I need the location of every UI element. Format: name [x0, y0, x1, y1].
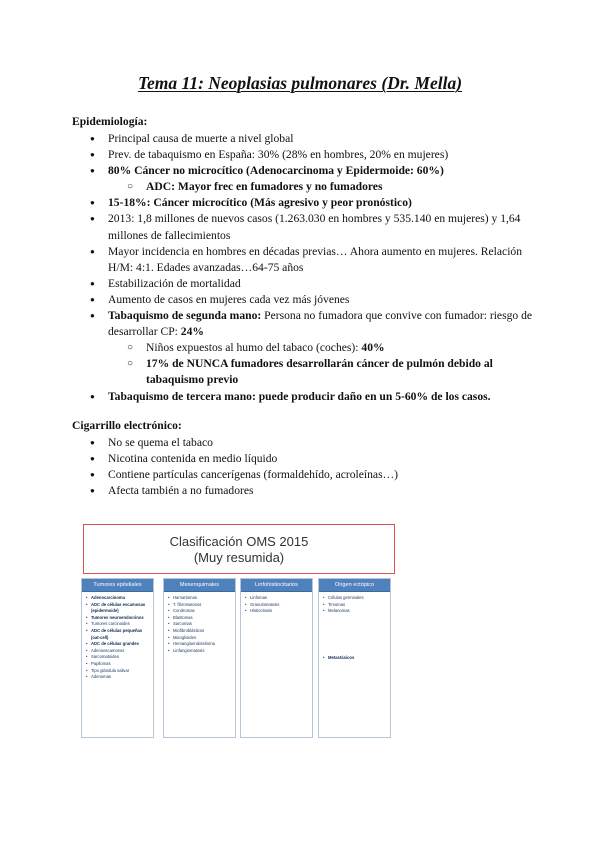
list-item — [72, 292, 542, 308]
epidemiologia-heading: Epidemiología: — [72, 115, 148, 128]
column-item: • ADC de células grandes — [86, 641, 151, 648]
list-item-text: 2013: 1,8 millones de nuevos casos (1.263.030 en hombres y 535.140 en mujeres) y 1,64 millones de fallecimientos — [108, 212, 521, 242]
cigarrillo-list — [72, 435, 542, 499]
column-items — [241, 592, 312, 615]
classification-column — [240, 578, 313, 738]
column-item: • Papilomas — [86, 661, 151, 668]
sub-item-text: Niños expuestos al humo del tabaco (coches): — [146, 341, 362, 355]
classification-column — [318, 578, 391, 738]
list-item-text: Contiene partículas cancerígenas (formaldehído, acroleínas…) — [108, 468, 399, 482]
column-item: • ADC de células escamosas (epidermoide) — [86, 602, 151, 615]
column-item: • Hemangioendotelioma — [168, 641, 233, 648]
column-item: • Adenocarcinoma — [86, 595, 151, 602]
list-item-text: Tabaquismo de tercera mano: puede producir daño en un 5-60% de los casos. — [108, 389, 491, 403]
column-items — [319, 592, 390, 661]
sub-item-text: ADC: Mayor frec en fumadores y no fumadores — [146, 180, 383, 194]
list-item-text: Persona no fumadora que convive con fumador: riesgo de desarrollar CP: — [108, 309, 533, 339]
list-item — [72, 163, 542, 195]
column-item: • Mixoglioides — [168, 635, 233, 642]
list-item-text: No se quema el tabaco — [108, 436, 213, 449]
list-item-label: Tabaquismo de segunda mano: — [108, 309, 262, 323]
column-item: • Melanomas — [323, 608, 388, 615]
column-item: • Linfomas — [245, 595, 310, 602]
sub-list — [108, 340, 542, 388]
list-item-text: Estabilización de mortalidad — [108, 276, 241, 290]
classification-column — [163, 578, 236, 738]
list-item-text: Mayor incidencia en hombres en décadas previas… Ahora aumento en mujeres. Relación H/M: 4:1. Edades avanzadas…64-75 años — [108, 244, 523, 274]
list-item — [72, 483, 542, 499]
column-item: • Adenomas — [86, 674, 151, 681]
list-item — [72, 211, 542, 243]
page-title: Tema 11: Neoplasias pulmonares (Dr. Mella) — [137, 73, 463, 93]
slide-title-box — [83, 524, 395, 574]
list-item — [72, 435, 542, 451]
who-classification-slide — [71, 515, 407, 739]
sub-item-value: 40% — [361, 341, 385, 355]
sub-list — [108, 179, 542, 195]
column-item: • Miofibroblásticos — [168, 628, 233, 635]
list-item-text: Nicotina contenida en medio líquido — [108, 452, 278, 466]
list-item-text: Afecta también a no fumadores — [108, 484, 254, 498]
list-item-text: 80% Cáncer no microcítico (Adenocarcinoma y Epidermoide: 60%) — [108, 164, 444, 178]
epidemiologia-list — [72, 131, 542, 405]
list-item — [72, 389, 542, 405]
sub-list-item — [108, 356, 542, 388]
column-item: • ADC de células pequeñas (oat-cell) — [86, 628, 151, 641]
list-item — [72, 467, 542, 483]
column-item: • Linfangiomatosis — [168, 648, 233, 655]
column-item: • Histiocitosis — [245, 608, 310, 615]
column-item: • Metastásicos — [323, 655, 388, 662]
list-item — [72, 451, 542, 467]
list-item — [72, 276, 542, 292]
column-item: • Blastomas — [168, 615, 233, 622]
column-item: • Células germinales — [323, 595, 388, 602]
column-header: Tumores epiteliales — [82, 579, 153, 592]
list-item — [72, 308, 542, 388]
column-item: • Timomas — [323, 602, 388, 609]
column-item: • Granulomatosis — [245, 602, 310, 609]
column-item: • Hamartomas — [168, 595, 233, 602]
column-item: • Adenoescamosos — [86, 648, 151, 655]
sub-list-item — [108, 340, 542, 356]
column-items — [82, 592, 153, 681]
column-item: • Tumores neuroendocrinos — [86, 615, 151, 622]
column-item: • Tipo glándula salivar — [86, 668, 151, 675]
column-item: • Condromas — [168, 608, 233, 615]
column-items — [164, 592, 235, 654]
column-item: • T. fibromatosos — [168, 602, 233, 609]
list-item-text: 15-18%: Cáncer microcítico (Más agresivo y peor pronóstico) — [108, 196, 412, 210]
column-header: Linfohistiocitarios — [241, 579, 312, 592]
column-header: Origen ectópico — [319, 579, 390, 592]
list-item-text: Aumento de casos en mujeres cada vez más jóvenes — [108, 292, 350, 306]
list-item — [72, 195, 542, 211]
list-item-text: Prev. de tabaquismo en España: 30% (28% en hombres, 20% en mujeres) — [108, 148, 449, 162]
classification-column — [81, 578, 154, 738]
slide-subtitle: (Muy resumida) — [193, 550, 285, 565]
list-item — [72, 131, 542, 147]
cigarrillo-heading: Cigarrillo electrónico: — [72, 419, 182, 432]
column-item: • Sarcomas — [168, 621, 233, 628]
list-item — [72, 147, 542, 163]
slide-title: Clasificación OMS 2015 — [169, 534, 309, 549]
sub-item-text: 17% de NUNCA fumadores desarrollarán cáncer de pulmón debido al tabaquismo previo — [146, 357, 493, 387]
column-item: • Tumores carcinoides — [86, 621, 151, 628]
list-item — [72, 244, 542, 276]
list-item-text: Principal causa de muerte a nivel global — [108, 132, 294, 145]
column-item: • Sarcomatoides — [86, 654, 151, 661]
list-item-value: 24% — [180, 325, 204, 339]
column-header: Mesenquimales — [164, 579, 235, 592]
sub-list-item — [108, 179, 542, 195]
